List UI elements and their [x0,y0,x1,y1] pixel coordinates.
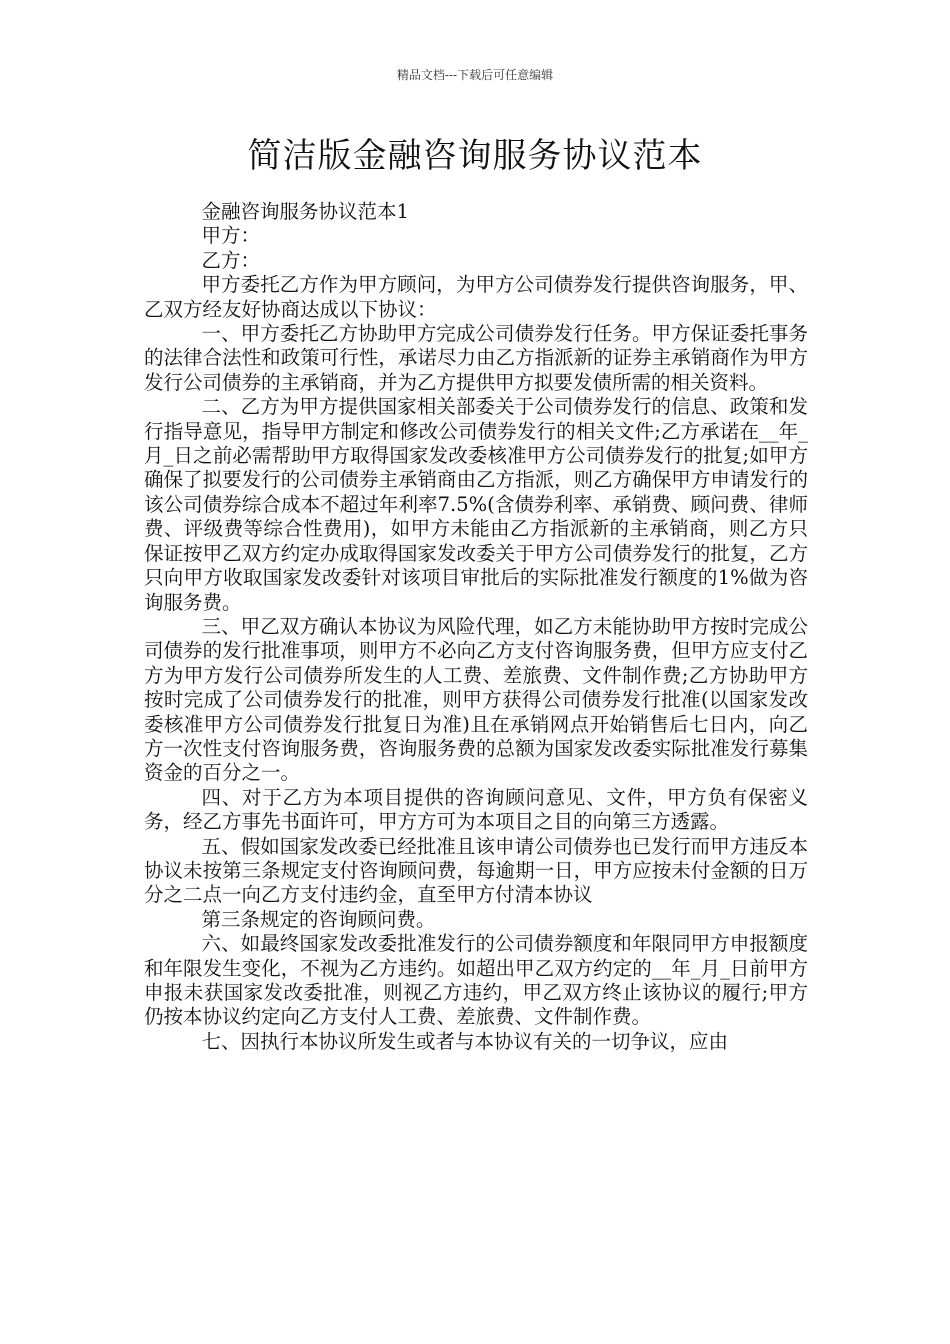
paragraph-clause-4: 四、对于乙方为本项目提供的咨询顾问意见、文件，甲方负有保密义务，经乙方事先书面许可，甲方方可为本项目之目的向第三方透露。 [144,785,808,834]
paragraph-clause-2: 二、乙方为甲方提供国家相关部委关于公司债券发行的信息、政策和发行指导意见，指导甲方制定和修改公司债券发行的相关文件;乙方承诺在__年_月_日之前必需帮助甲方取得国家发改委核准甲方公司债券发行的批复;如甲方确保了拟要发行的公司债券主承销商由乙方指派，则乙方确保甲方申请发行的该公司债券综合成本不超过年利率7.5%(含债券利率、承销费、顾问费、律师费、评级费等综合性费用)，如甲方未能由乙方指派新的主承销商，则乙方只保证按甲乙双方约定办成取得国家发改委关于甲方公司债券发行的批复，乙方只向甲方收取国家发改委针对该项目审批后的实际批准发行额度的1%做为咨询服务费。 [144,395,808,614]
paragraph-clause-7: 七、因执行本协议所发生或者与本协议有关的一切争议，应由 [201,1029,729,1053]
paragraph-party-b: 乙方： [201,248,261,272]
paragraph-party-a: 甲方： [201,224,261,248]
paragraph-clause-6: 六、如最终国家发改委批准发行的公司债券额度和年限同甲方申报额度和年限发生变化，不视为乙方违约。如超出甲乙双方约定的__年_月_日前甲方申报未获国家发改委批准，则视乙方违约，甲乙双方终止该协议的履行;甲方仍按本协议约定向乙方支付人工费、差旅费、文件制作费。 [144,932,808,1029]
paragraph-clause-5-continued: 第三条规定的咨询顾问费。 [201,907,436,931]
header-note: 精品文档---下载后可任意编辑 [396,68,554,82]
document-body [144,200,808,1054]
paragraph-agreement-name: 金融咨询服务协议范本1 [201,200,409,223]
paragraph-preamble: 甲方委托乙方作为甲方顾问，为甲方公司债券发行提供咨询服务，甲、乙双方经友好协商达成以下协议： [144,273,808,321]
document-title: 简洁版金融咨询服务协议范本 [247,136,703,176]
paragraph-clause-3: 三、甲乙双方确认本协议为风险代理，如乙方未能协助甲方按时完成公司债券的发行批准事项，则甲方不必向乙方支付咨询服务费，但甲方应支付乙方为甲方发行公司债券所发生的人工费、差旅费、文件制作费;乙方协助甲方按时完成了公司债券发行的批准，则甲方获得公司债券发行批准(以国家发改委核准甲方公司债券发行批复日为准)且在承销网点开始销售后七日内，向乙方一次性支付咨询服务费，咨询服务费的总额为国家发改委实际批准发行募集资金的百分之一。 [144,614,808,785]
paragraph-clause-1: 一、甲方委托乙方协助甲方完成公司债券发行任务。甲方保证委托事务的法律合法性和政策可行性，承诺尽力由乙方指派新的证券主承销商作为甲方发行公司债券的主承销商，并为乙方提供甲方拟要发债所需的相关资料。 [144,322,808,394]
paragraph-clause-5: 五、假如国家发改委已经批准且该申请公司债券也已发行而甲方违反本协议未按第三条规定支付咨询顾问费，每逾期一日，甲方应按未付金额的日万分之二点一向乙方支付违约金，直至甲方付清本协议 [144,834,808,907]
